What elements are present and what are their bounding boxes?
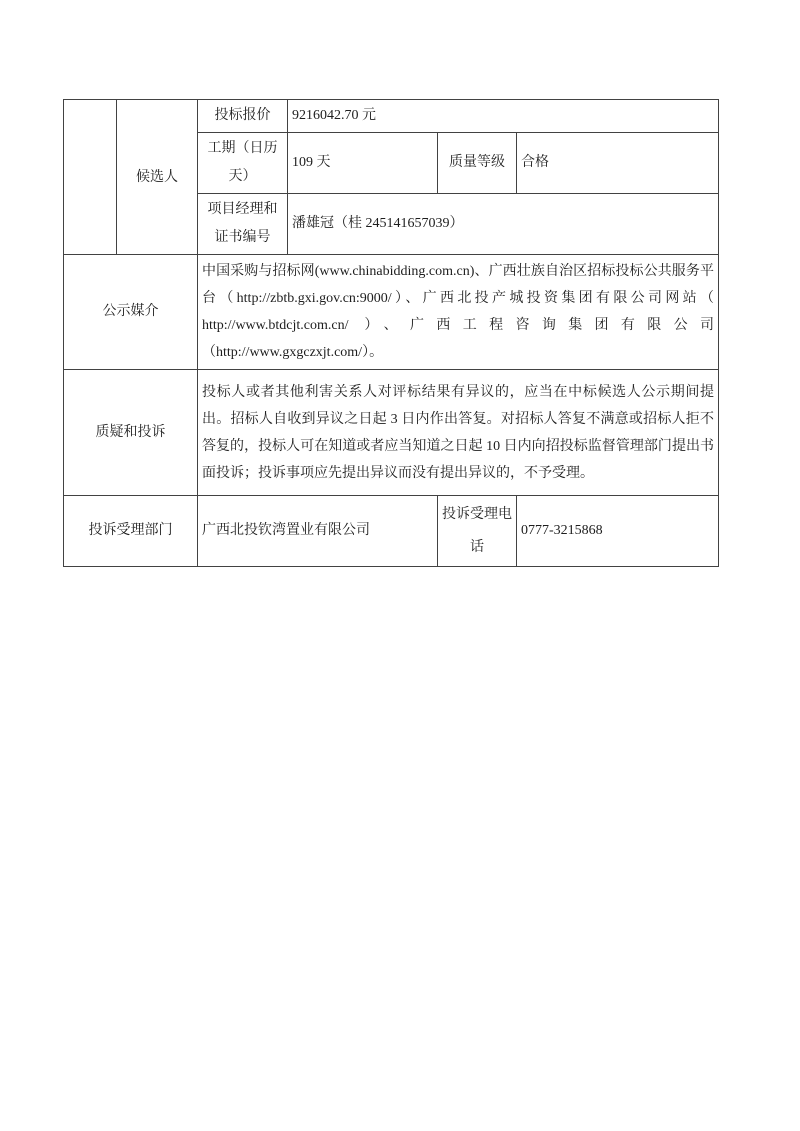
- table-row: [64, 370, 719, 496]
- bid-price-value-cell: 9216042.70 元: [288, 100, 719, 133]
- publicity-media-label-cell: 公示媒介: [64, 255, 198, 370]
- table-row: [64, 255, 719, 370]
- complaint-dept-value-cell: 广西北投钦湾置业有限公司: [198, 496, 438, 567]
- bid-result-table: [63, 99, 719, 567]
- complaint-dept-label-cell: 投诉受理部门: [64, 496, 198, 567]
- candidate-group-empty-cell: [64, 100, 117, 255]
- complaint-phone-value-cell: 0777-3215868: [517, 496, 719, 567]
- complaint-phone-label-cell: 投诉受理电话: [438, 496, 517, 567]
- bid-price-label-cell: 投标报价: [198, 100, 288, 133]
- duration-value-cell: 109 天: [288, 133, 438, 194]
- project-manager-value-cell: 潘雄冠（桂 245141657039）: [288, 194, 719, 255]
- project-manager-label-cell: 项目经理和证书编号: [198, 194, 288, 255]
- publicity-media-value-cell: 中国采购与招标网(www.chinabidding.com.cn)、广西壮族自治区招标投标公共服务平台（http://zbtb.gxi.gov.cn:9000/）、广西北投产城投资集团有限公司网站（ http://www.btdcjt.com.cn/ ）、广西工程咨询集团有限公司（http://www.gxgczxjt.com/）。: [198, 255, 719, 370]
- quality-grade-value-cell: 合格: [517, 133, 719, 194]
- duration-label-cell: 工期（日历天）: [198, 133, 288, 194]
- table-row: [64, 100, 719, 133]
- objection-label-cell: 质疑和投诉: [64, 370, 198, 496]
- candidate-header-cell: 候选人: [117, 100, 198, 255]
- table-row: [64, 496, 719, 567]
- objection-value-cell: 投标人或者其他利害关系人对评标结果有异议的，应当在中标候选人公示期间提出。招标人自收到异议之日起 3 日内作出答复。对招标人答复不满意或招标人拒不答复的，投标人可在知道或者应当知道之日起 10 日内向招投标监督管理部门提出书面投诉；投诉事项应先提出异议而没有提出异议的，不予受理。: [198, 370, 719, 496]
- quality-grade-label-cell: 质量等级: [438, 133, 517, 194]
